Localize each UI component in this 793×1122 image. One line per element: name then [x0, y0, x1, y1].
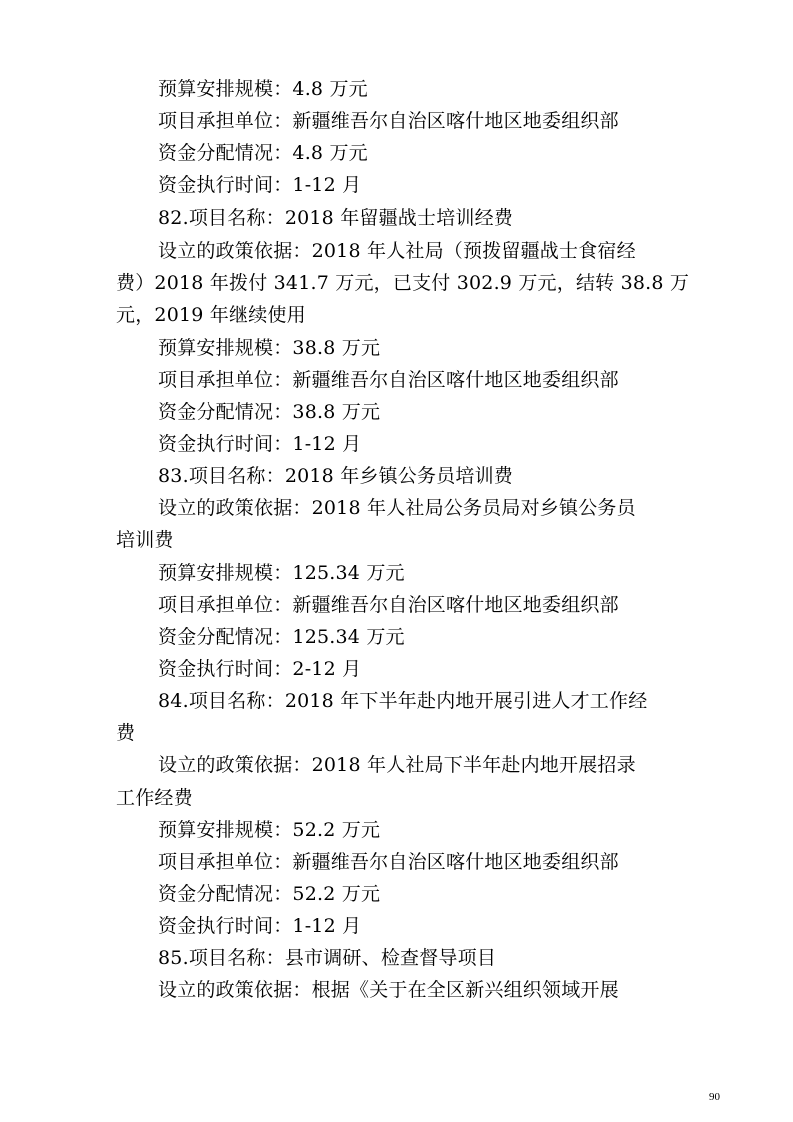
- undertaking-unit-line: 项目承担单位：新疆维吾尔自治区喀什地区地委组织部: [158, 110, 619, 132]
- policy-basis-line: 设立的政策依据：2018 年人社局下半年赴内地开展招录: [158, 754, 636, 776]
- undertaking-unit-line: 项目承担单位：新疆维吾尔自治区喀什地区地委组织部: [158, 594, 619, 616]
- budget-scale-line: 预算安排规模：52.2 万元: [158, 819, 381, 841]
- fund-allocation-line: 资金分配情况：52.2 万元: [158, 883, 381, 905]
- project-84-title: 84.项目名称：2018 年下半年赴内地开展引进人才工作经: [158, 690, 648, 712]
- execution-time-line: 资金执行时间：1-12 月: [158, 915, 362, 937]
- execution-time-line: 资金执行时间：2-12 月: [158, 658, 362, 680]
- project-83-title: 83.项目名称：2018 年乡镇公务员培训费: [158, 465, 514, 487]
- execution-time-line: 资金执行时间：1-12 月: [158, 433, 362, 455]
- policy-basis-line: 设立的政策依据：2018 年人社局（预拨留疆战士食宿经: [158, 240, 636, 262]
- budget-scale-line: 预算安排规模：125.34 万元: [158, 562, 405, 584]
- fund-allocation-line: 资金分配情况：125.34 万元: [158, 626, 405, 648]
- undertaking-unit-line: 项目承担单位：新疆维吾尔自治区喀什地区地委组织部: [158, 851, 619, 873]
- project-82-title: 82.项目名称：2018 年留疆战士培训经费: [158, 207, 514, 229]
- budget-scale-line: 预算安排规模：38.8 万元: [158, 337, 381, 359]
- policy-basis-continued: 培训费: [116, 529, 174, 551]
- policy-basis-line: 设立的政策依据：2018 年人社局公务员局对乡镇公务员: [158, 497, 636, 519]
- policy-basis-line: 设立的政策依据：根据《关于在全区新兴组织领域开展: [158, 979, 619, 1001]
- fund-allocation-line: 资金分配情况：38.8 万元: [158, 401, 381, 423]
- project-84-title-continued: 费: [116, 722, 136, 744]
- project-85-title: 85.项目名称：县市调研、检查督导项目: [158, 947, 497, 969]
- undertaking-unit-line: 项目承担单位：新疆维吾尔自治区喀什地区地委组织部: [158, 369, 619, 391]
- policy-basis-continued: 元，2019 年继续使用: [116, 304, 306, 326]
- policy-basis-continued: 工作经费: [116, 787, 193, 809]
- execution-time-line: 资金执行时间：1-12 月: [158, 174, 362, 196]
- budget-scale-line: 预算安排规模：4.8 万元: [158, 78, 368, 100]
- policy-basis-continued: 费）2018 年拨付 341.7 万元，已支付 302.9 万元，结转 38.8 万: [116, 272, 690, 294]
- page-number: 90: [709, 1091, 720, 1103]
- fund-allocation-line: 资金分配情况：4.8 万元: [158, 142, 368, 164]
